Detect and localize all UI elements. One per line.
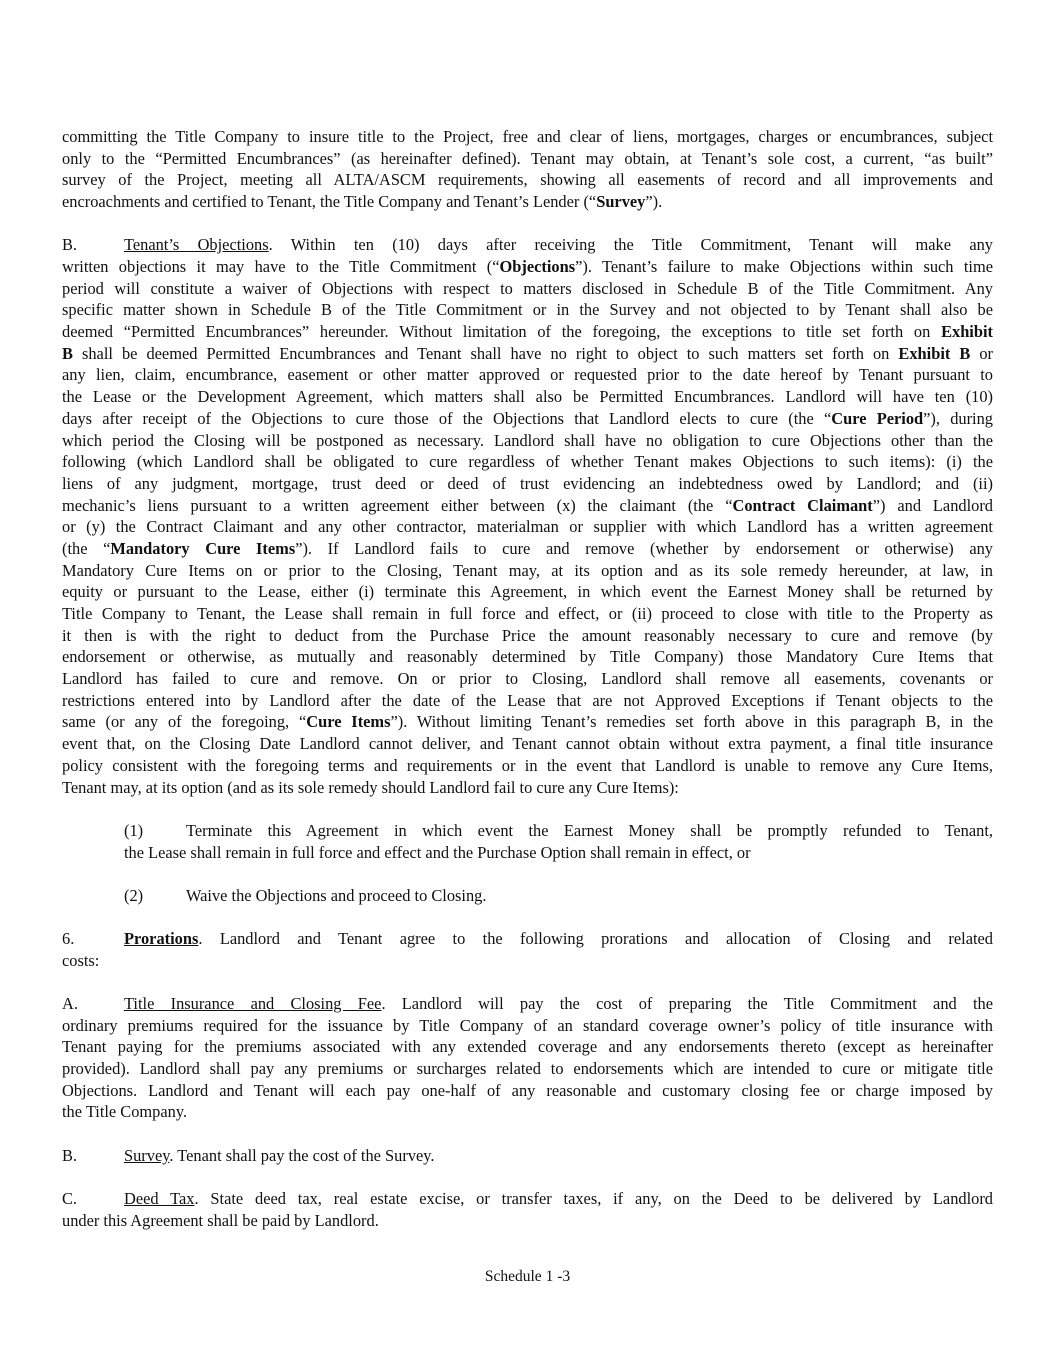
text-run: provided). Landlord shall pay any premiums or surcharges related to endorsements which are intended to cure or mitigate title	[62, 1059, 993, 1079]
text-run: endorsement or otherwise, as mutually and reasonably determined by Title Company) those Mandatory Cure Items that	[62, 647, 993, 667]
text-run: following (which Landlord shall be obligated to cure regardless of whether Tenant makes Objections to such items): (i) the	[62, 452, 993, 472]
paragraph	[62, 993, 993, 1123]
text-run: or	[970, 343, 993, 363]
text-line	[62, 1101, 993, 1123]
section-heading: Tenant’s Objections	[124, 235, 269, 255]
text-line	[62, 451, 993, 473]
text-line	[62, 711, 993, 733]
text-line	[62, 928, 993, 950]
defined-term: Cure Period	[831, 408, 924, 428]
text-line	[62, 1210, 993, 1232]
text-line	[62, 1036, 993, 1058]
text-run: the Lease shall remain in full force and effect and the Purchase Option shall remain in effect, or	[124, 842, 751, 862]
text-line	[62, 646, 993, 668]
text-run: . State deed tax, real estate excise, or transfer taxes, if any, on the Deed to be delivered by Landlord	[194, 1189, 993, 1209]
text-run: Title Company to Tenant, the Lease shall remain in full force and effect, or (ii) proceed to close with title to the Property as	[62, 604, 993, 624]
text-run: survey of the Project, meeting all ALTA/ASCM requirements, showing all easements of record and all improvements and	[62, 170, 993, 190]
defined-term: Mandatory Cure Items	[110, 538, 296, 558]
section-heading: Deed Tax	[124, 1189, 195, 1209]
text-run: specific matter shown in Schedule B of the Title Commitment or in the Survey and not objected to by Tenant shall also be	[62, 300, 993, 320]
text-line	[62, 603, 993, 625]
text-line	[62, 1058, 993, 1080]
text-run: deemed “Permitted Encumbrances” hereunder. Without limitation of the foregoing, the exceptions to title set forth on	[62, 322, 942, 342]
text-run: encroachments and certified to Tenant, the Title Company and Tenant’s Lender (“	[62, 192, 597, 212]
text-line	[62, 625, 993, 647]
text-run: period will constitute a waiver of Objections with respect to matters disclosed in Schedule B of the Title Commitment. Any	[62, 278, 993, 298]
text-line	[62, 777, 993, 799]
text-line	[62, 148, 993, 170]
text-line	[62, 169, 993, 191]
text-run: same (or any of the foregoing, “	[62, 712, 307, 732]
text-line	[62, 299, 993, 321]
text-run: only to the “Permitted Encumbrances” (as hereinafter defined). Tenant may obtain, at Tenant’s sole cost, a current, “as built”	[62, 148, 993, 168]
text-run: Terminate this Agreement in which event the Earnest Money shall be promptly refunded to Tenant,	[186, 820, 993, 840]
text-line	[62, 1188, 993, 1210]
defined-term: Survey	[596, 192, 646, 212]
text-run: the Title Company.	[62, 1102, 188, 1122]
text-run: Waive the Objections and proceed to Closing.	[186, 885, 487, 905]
paragraph	[62, 885, 993, 907]
text-line	[62, 430, 993, 452]
text-line	[62, 278, 993, 300]
text-run: restrictions entered into by Landlord after the date of the Lease that are not Approved Exceptions if Tenant objects to the	[62, 690, 993, 710]
text-run: ”), during	[923, 408, 993, 428]
text-run: days after receipt of the Objections to cure those of the Objections that Landlord elects to cure (the “	[62, 408, 832, 428]
text-line	[62, 126, 993, 148]
text-line	[62, 364, 993, 386]
paragraph-label: A.	[62, 994, 78, 1014]
text-line	[62, 668, 993, 690]
paragraph-label: C.	[62, 1189, 78, 1209]
paragraph-label: 6.	[62, 929, 75, 949]
defined-term: Objections	[499, 257, 576, 277]
text-run: ordinary premiums required for the issuance by Title Company of an standard coverage owner’s policy of title insurance with	[62, 1015, 993, 1035]
paragraph-label: (1)	[124, 820, 144, 840]
text-line	[62, 820, 993, 842]
paragraph	[62, 1188, 993, 1231]
text-line	[62, 1015, 993, 1037]
section-heading: Survey	[124, 1145, 170, 1165]
text-run: which period the Closing will be postponed as necessary. Landlord shall have no obligation to cure Objections other than the	[62, 430, 993, 450]
text-line	[62, 495, 993, 517]
text-run: any lien, claim, encumbrance, easement or other matter approved or requested prior to the date hereof by Tenant pursuant to	[62, 365, 993, 385]
text-line	[62, 842, 993, 864]
paragraph	[62, 126, 993, 213]
text-run: mechanic’s liens pursuant to a written agreement either between (x) the claimant (the “	[62, 495, 733, 515]
text-line	[62, 733, 993, 755]
text-run: costs:	[62, 950, 100, 970]
text-line	[62, 1080, 993, 1102]
text-line	[62, 473, 993, 495]
text-run: committing the Title Company to insure title to the Project, free and clear of liens, mortgages, charges or encumbrances, subject	[62, 127, 993, 146]
text-line	[62, 690, 993, 712]
paragraph	[62, 928, 993, 971]
text-run: ”). Without limiting Tenant’s remedies set forth above in this paragraph B, in the	[390, 712, 993, 732]
defined-term: Exhibit	[941, 322, 993, 342]
text-run: Mandatory Cure Items on or prior to the Closing, Tenant may, at its option and as its sole remedy hereunder, at law, in	[62, 560, 993, 580]
text-run: liens of any judgment, mortgage, trust deed or deed of trust evidencing an indebtedness owed by Landlord; and (ii)	[62, 473, 993, 493]
text-run: under this Agreement shall be paid by Landlord.	[62, 1210, 379, 1230]
text-run: ”). Tenant’s failure to make Objections within such time	[575, 257, 993, 277]
text-run: . Landlord will pay the cost of preparing the Title Commitment and the	[381, 994, 993, 1014]
section-heading: Prorations	[124, 929, 199, 949]
document-body	[62, 126, 993, 1253]
text-line	[62, 1145, 993, 1167]
text-line	[62, 581, 993, 603]
text-line	[62, 321, 993, 343]
defined-term: Contract Claimant	[732, 495, 873, 515]
text-line	[62, 408, 993, 430]
text-run: shall be deemed Permitted Encumbrances and Tenant shall have no right to object to such matters set forth on	[72, 343, 899, 363]
paragraph-label: B.	[62, 235, 78, 255]
text-line	[62, 993, 993, 1015]
page-footer: Schedule 1 -3	[484, 1268, 571, 1285]
text-line	[62, 538, 993, 560]
section-heading: Title Insurance and Closing Fee	[124, 994, 382, 1014]
text-run: . Tenant shall pay the cost of the Survey.	[169, 1145, 435, 1165]
text-run: event that, on the Closing Date Landlord cannot deliver, and Tenant cannot obtain without extra payment, a final title insurance	[62, 734, 993, 754]
text-line	[62, 885, 993, 907]
defined-term: Exhibit B	[898, 343, 971, 363]
text-line	[62, 950, 993, 972]
paragraph	[62, 1145, 993, 1167]
text-run: . Within ten (10) days after receiving the Title Commitment, Tenant will make any	[268, 235, 993, 255]
text-run: equity or pursuant to the Lease, either (i) terminate this Agreement, in which event the Earnest Money shall be returned by	[62, 582, 993, 602]
text-run: policy consistent with the foregoing terms and requirements or in the event that Landlord is unable to remove any Cure Items,	[62, 755, 993, 775]
text-run: . Landlord and Tenant agree to the following prorations and allocation of Closing and related	[198, 929, 993, 949]
text-line	[62, 386, 993, 408]
text-line	[62, 560, 993, 582]
paragraph-label: B.	[62, 1145, 78, 1165]
text-run: ”). If Landlord fails to cure and remove (whether by endorsement or otherwise) any	[295, 538, 993, 558]
defined-term: Cure Items	[306, 712, 391, 732]
text-run: ”).	[645, 192, 663, 212]
text-line	[62, 191, 993, 213]
text-run: ”) and Landlord	[872, 495, 993, 515]
paragraph	[62, 234, 993, 798]
text-run: Tenant may, at its option (and as its sole remedy should Landlord fail to cure any Cure Items):	[62, 777, 679, 797]
text-run: or (y) the Contract Claimant and any other contractor, materialman or supplier with which Landlord has a written agreement	[62, 517, 993, 537]
text-line	[62, 256, 993, 278]
text-run: Tenant paying for the premiums associated with any extended coverage and any endorsements thereto (except as hereinafter	[62, 1037, 993, 1057]
text-run: (the “	[62, 538, 111, 558]
text-run: written objections it may have to the Title Commitment (“	[62, 257, 500, 277]
text-line	[62, 343, 993, 365]
text-line	[62, 516, 993, 538]
text-line	[62, 755, 993, 777]
text-run: the Lease or the Development Agreement, which matters shall also be Permitted Encumbrances. Landlord will have ten (10)	[62, 387, 993, 407]
text-run: Objections. Landlord and Tenant will each pay one-half of any reasonable and customary closing fee or charge imposed by	[62, 1080, 993, 1100]
paragraph-label: (2)	[124, 885, 144, 905]
text-line	[62, 234, 993, 256]
paragraph	[62, 820, 993, 863]
text-run: Landlord has failed to cure and remove. On or prior to Closing, Landlord shall remove all easements, covenants or	[62, 669, 993, 689]
text-run: it then is with the right to deduct from the Purchase Price the amount reasonably necessary to cure and remove (by	[62, 625, 993, 645]
defined-term: B	[62, 343, 73, 363]
